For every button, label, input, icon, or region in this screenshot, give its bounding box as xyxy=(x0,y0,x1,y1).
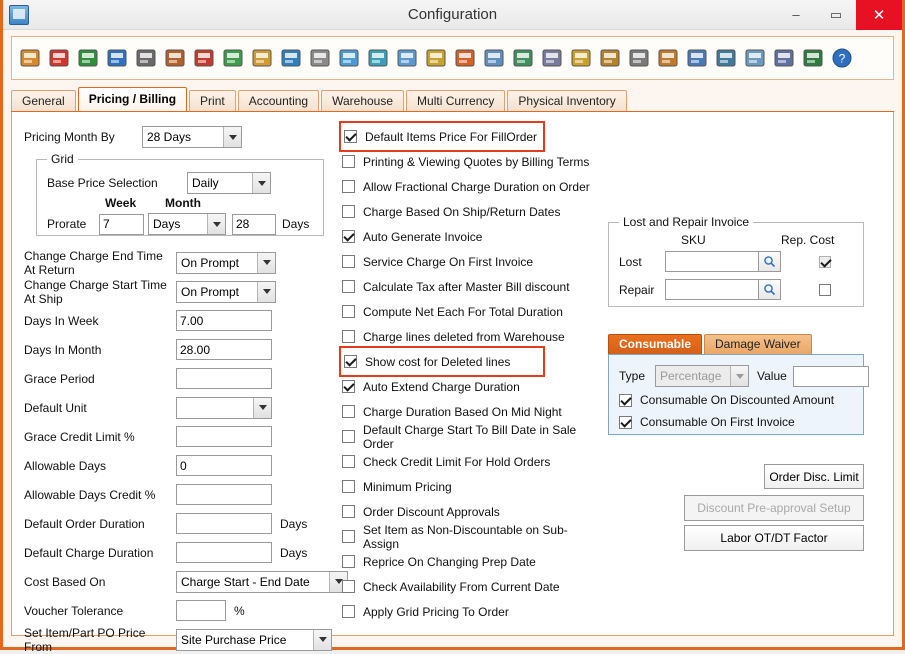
checkbox-set-item-as-non-discountable-on-sub-assign[interactable] xyxy=(342,524,597,549)
checkbox-box[interactable] xyxy=(344,355,357,368)
chevron-down-icon[interactable] xyxy=(257,253,275,273)
checkbox-service-charge-on-first-invoice[interactable] xyxy=(342,249,597,274)
gear-icon[interactable] xyxy=(625,43,653,73)
checkbox-label: Order Discount Approvals xyxy=(363,504,500,519)
calendar-red-icon[interactable] xyxy=(190,43,218,73)
checkbox-box[interactable] xyxy=(342,580,355,593)
document-icon[interactable] xyxy=(306,43,334,73)
checkbox-label: Check Availability From Current Date xyxy=(363,579,560,594)
button-labor-ot-dt-factor[interactable]: Labor OT/DT Factor xyxy=(684,525,864,551)
consumable-type-value: Percentage xyxy=(660,369,722,383)
lost-repair-row-repair xyxy=(619,279,839,300)
checkbox-box[interactable] xyxy=(342,405,355,418)
book-icon[interactable] xyxy=(161,43,189,73)
consumable-checkbox-consumable-on-first-invoice[interactable] xyxy=(619,411,834,433)
checkbox-label: Apply Grid Pricing To Order xyxy=(363,604,509,619)
checkbox-box[interactable] xyxy=(342,155,355,168)
set-item-part-po-price-from-combo[interactable] xyxy=(176,629,332,651)
prorate-week-unit-value: Days xyxy=(153,217,181,231)
pricing-billing-panel xyxy=(11,112,894,654)
checkbox-label: Default Charge Start To Bill Date in Sale Order xyxy=(363,422,577,451)
checkbox-check-credit-limit-for-hold-orders[interactable] xyxy=(342,449,597,474)
allowable-days-credit-input[interactable] xyxy=(176,484,272,505)
cost-based-on-label: Cost Based On xyxy=(24,574,106,589)
prorate-week-unit-combo[interactable] xyxy=(148,213,226,235)
checkbox-auto-generate-invoice[interactable] xyxy=(342,224,597,249)
checkbox-calculate-tax-after-master-bill-discount[interactable] xyxy=(342,274,597,299)
change-charge-start-time-at-ship-combo[interactable] xyxy=(176,281,276,303)
lost-repair-invoice-group xyxy=(608,215,864,307)
page-list-icon[interactable] xyxy=(538,43,566,73)
paint-bucket-icon[interactable] xyxy=(364,43,392,73)
report-icon[interactable] xyxy=(480,43,508,73)
chevron-down-icon[interactable] xyxy=(257,282,275,302)
checkbox-compute-net-each-for-total-duration[interactable] xyxy=(342,299,597,324)
checkbox-label: Charge Based On Ship/Return Dates xyxy=(363,204,561,219)
checkbox-box[interactable] xyxy=(342,605,355,618)
change-charge-end-time-at-return-label: Change Charge End Time At Return xyxy=(24,248,163,277)
svg-text:?: ? xyxy=(838,51,846,66)
checkbox-label: Printing & Viewing Quotes by Billing Terms xyxy=(363,154,590,169)
search-icon[interactable] xyxy=(759,251,781,272)
checkbox-charge-based-on-ship-return-dates[interactable] xyxy=(342,199,597,224)
chevron-down-icon[interactable] xyxy=(223,127,241,147)
consumable-panel-tabs xyxy=(608,334,814,354)
tab-accounting[interactable]: Accounting xyxy=(238,90,319,111)
no-entry-icon[interactable] xyxy=(45,43,73,73)
card-icon[interactable] xyxy=(451,43,479,73)
sku-header: SKU xyxy=(681,233,706,247)
cart-icon[interactable] xyxy=(567,43,595,73)
window-title: Configuration xyxy=(407,6,498,23)
grace-period-input[interactable] xyxy=(176,368,272,389)
default-order-duration-suffix: Days xyxy=(280,516,308,531)
grace-period-label: Grace Period xyxy=(24,371,95,386)
base-price-selection-value: Daily xyxy=(192,176,219,190)
chart-icon[interactable] xyxy=(683,43,711,73)
pricing-month-by-value: 28 Days xyxy=(147,130,192,144)
change-charge-start-time-at-ship-label: Change Charge Start Time At Ship xyxy=(24,277,167,306)
checkbox-label: Consumable On Discounted Amount xyxy=(640,393,835,407)
checkbox-label: Allow Fractional Charge Duration on Order xyxy=(363,179,590,194)
tab-print[interactable]: Print xyxy=(189,90,236,111)
grace-credit-limit-input[interactable] xyxy=(176,426,272,447)
consumable-panel-body xyxy=(608,354,864,435)
checkbox-box[interactable] xyxy=(342,505,355,518)
pricing-month-by-combo[interactable] xyxy=(142,126,242,148)
prorate-month-input[interactable] xyxy=(232,214,276,235)
days-in-month-input[interactable] xyxy=(176,339,272,360)
voucher-tolerance-input[interactable] xyxy=(176,600,226,621)
consumable-value-label: Value xyxy=(757,369,787,383)
allowable-days-credit-label: Allowable Days Credit % xyxy=(24,487,156,502)
voucher-tolerance-suffix: % xyxy=(234,603,245,618)
checkbox-charge-lines-deleted-from-warehouse[interactable] xyxy=(342,324,597,349)
checkbox-column xyxy=(342,124,597,624)
checkbox-label: Auto Generate Invoice xyxy=(363,229,483,244)
checkbox-box[interactable] xyxy=(342,555,355,568)
lost-label: Lost xyxy=(619,254,642,269)
edit-icon[interactable] xyxy=(132,43,160,73)
calendar-green-icon[interactable] xyxy=(219,43,247,73)
set-item-part-po-price-from-value: Site Purchase Price xyxy=(181,632,287,647)
checkbox-label: Minimum Pricing xyxy=(363,479,452,494)
checkbox-label: Default Items Price For FillOrder xyxy=(365,129,538,144)
close-button[interactable]: ✕ xyxy=(856,0,902,30)
base-price-selection-label: Base Price Selection xyxy=(47,176,158,190)
default-charge-duration-suffix: Days xyxy=(280,545,308,560)
checkbox-box[interactable] xyxy=(342,330,355,343)
checkbox-label: Auto Extend Charge Duration xyxy=(363,379,520,394)
tab-warehouse[interactable]: Warehouse xyxy=(321,90,404,111)
checkbox-reprice-on-changing-prep-date[interactable] xyxy=(342,549,597,574)
checkbox-label: Service Charge On First Invoice xyxy=(363,254,534,269)
palette-icon[interactable] xyxy=(335,43,363,73)
checkbox-box[interactable] xyxy=(342,430,355,443)
repair-rep-cost-checkbox[interactable] xyxy=(819,284,831,296)
checkbox-apply-grid-pricing-to-order[interactable] xyxy=(342,599,597,624)
pricing-month-by-label: Pricing Month By xyxy=(24,130,115,144)
checkbox-charge-duration-based-on-mid-night[interactable] xyxy=(342,399,597,424)
minimize-button[interactable]: – xyxy=(792,7,800,22)
checkbox-label: Consumable On First Invoice xyxy=(640,415,795,429)
button-discount-pre-approval-setup: Discount Pre-approval Setup xyxy=(684,495,864,521)
chevron-down-icon[interactable] xyxy=(313,630,331,650)
search-doc-icon[interactable] xyxy=(393,43,421,73)
cart-add-icon[interactable] xyxy=(596,43,624,73)
page-add-icon[interactable] xyxy=(509,43,537,73)
consumable-type-combo[interactable] xyxy=(655,365,749,387)
checkbox-box[interactable] xyxy=(342,255,355,268)
excel-icon[interactable] xyxy=(799,43,827,73)
checkbox-auto-extend-charge-duration[interactable] xyxy=(342,374,597,399)
grid-group xyxy=(36,152,324,236)
tab-pricing-billing[interactable]: Pricing / Billing xyxy=(78,87,187,111)
button-order-disc-limit[interactable]: Order Disc. Limit xyxy=(764,464,864,489)
note-icon[interactable] xyxy=(248,43,276,73)
tab-physical-inventory[interactable]: Physical Inventory xyxy=(507,90,626,111)
chevron-down-icon[interactable] xyxy=(253,398,271,418)
checkbox-default-items-price-for-fillorder[interactable] xyxy=(342,124,542,149)
tab-bar xyxy=(11,88,894,112)
rep-cost-header: Rep. Cost xyxy=(781,233,835,247)
box-icon[interactable] xyxy=(654,43,682,73)
consumable-type-label: Type xyxy=(619,369,646,383)
checkbox-label: Reprice On Changing Prep Date xyxy=(363,554,536,569)
checkbox-printing-viewing-quotes-by-billing-terms[interactable] xyxy=(342,149,597,174)
export-icon[interactable] xyxy=(770,43,798,73)
prorate-month-unit-label: Days xyxy=(282,217,310,231)
cost-based-on-value: Charge Start - End Date xyxy=(181,574,310,589)
checkbox-box[interactable] xyxy=(342,455,355,468)
checkbox-box[interactable] xyxy=(619,394,632,407)
change-charge-end-time-at-return-value: On Prompt xyxy=(181,255,240,270)
repair-sku-input[interactable] xyxy=(665,279,759,300)
checkbox-box[interactable] xyxy=(342,530,355,543)
panel-icon[interactable] xyxy=(741,43,769,73)
checkbox-label: Show cost for Deleted lines xyxy=(365,354,511,369)
consumable-value-input[interactable] xyxy=(793,366,869,387)
change-charge-start-time-at-ship-value: On Prompt xyxy=(181,284,240,299)
tag-icon[interactable] xyxy=(422,43,450,73)
barcode-icon[interactable] xyxy=(103,43,131,73)
cost-based-on-combo[interactable] xyxy=(176,571,348,593)
default-order-duration-label: Default Order Duration xyxy=(24,516,145,531)
week-header: Week xyxy=(105,196,137,210)
checkbox-box[interactable] xyxy=(342,305,355,318)
money-icon[interactable] xyxy=(74,43,102,73)
checkbox-box[interactable] xyxy=(342,230,355,243)
save-icon[interactable] xyxy=(16,43,44,73)
lost-sku-input[interactable] xyxy=(665,251,759,272)
chevron-down-icon[interactable] xyxy=(730,366,748,386)
checkbox-box[interactable] xyxy=(344,130,357,143)
chevron-down-icon[interactable] xyxy=(207,214,225,234)
maximize-button[interactable]: ▭ xyxy=(829,6,843,22)
tab-general[interactable]: General xyxy=(11,90,76,111)
checkbox-label: Check Credit Limit For Hold Orders xyxy=(363,454,551,469)
allowable-days-label: Allowable Days xyxy=(24,458,107,473)
toolbar xyxy=(11,36,894,80)
checkbox-box[interactable] xyxy=(342,280,355,293)
title-bar xyxy=(3,0,902,30)
checkbox-label: Charge lines deleted from Warehouse xyxy=(363,329,565,344)
grid-group-legend: Grid xyxy=(47,152,78,166)
grace-credit-limit-label: Grace Credit Limit % xyxy=(24,429,135,444)
search-icon[interactable] xyxy=(759,279,781,300)
checkbox-label: Charge Duration Based On Mid Night xyxy=(363,404,562,419)
checkbox-minimum-pricing[interactable] xyxy=(342,474,597,499)
checkbox-box[interactable] xyxy=(342,205,355,218)
checkbox-order-discount-approvals[interactable] xyxy=(342,499,597,524)
prorate-label: Prorate xyxy=(47,217,87,231)
lost-repair-legend: Lost and Repair Invoice xyxy=(619,215,753,229)
allowable-days-input[interactable] xyxy=(176,455,272,476)
person-chart-icon[interactable] xyxy=(712,43,740,73)
chevron-down-icon[interactable] xyxy=(252,173,270,193)
set-item-part-po-price-from-label: Set Item/Part PO Price From xyxy=(24,625,146,654)
lost-repair-row-lost xyxy=(619,251,839,272)
checkbox-default-charge-start-to-bill-date-in-sale-order[interactable] xyxy=(342,424,597,449)
default-charge-duration-input[interactable] xyxy=(176,542,272,563)
base-price-selection-combo[interactable] xyxy=(187,172,271,194)
default-unit-label: Default Unit xyxy=(24,400,87,415)
checkbox-check-availability-from-current-date[interactable] xyxy=(342,574,597,599)
link-icon[interactable] xyxy=(277,43,305,73)
checkbox-label: Set Item as Non-Discountable on Sub-Assign xyxy=(363,522,568,551)
default-charge-duration-label: Default Charge Duration xyxy=(24,545,154,560)
days-in-week-label: Days In Week xyxy=(24,313,99,328)
default-unit-combo[interactable] xyxy=(176,397,272,419)
prorate-week-input[interactable] xyxy=(99,214,144,235)
checkbox-allow-fractional-charge-duration-on-order[interactable] xyxy=(342,174,597,199)
checkbox-box[interactable] xyxy=(342,180,355,193)
checkbox-label: Calculate Tax after Master Bill discount xyxy=(363,279,570,294)
voucher-tolerance-label: Voucher Tolerance xyxy=(24,603,124,618)
month-header: Month xyxy=(165,196,201,210)
checkbox-box[interactable] xyxy=(342,380,355,393)
repair-label: Repair xyxy=(619,282,655,297)
help-icon[interactable] xyxy=(828,43,856,73)
checkbox-label: Compute Net Each For Total Duration xyxy=(363,304,563,319)
consumable-checkbox-consumable-on-discounted-amount[interactable] xyxy=(619,389,834,411)
checkbox-box[interactable] xyxy=(619,416,632,429)
panel-tab-consumable[interactable]: Consumable xyxy=(608,334,702,354)
checkbox-show-cost-for-deleted-lines[interactable] xyxy=(342,349,542,374)
default-order-duration-input[interactable] xyxy=(176,513,272,534)
change-charge-end-time-at-return-combo[interactable] xyxy=(176,252,276,274)
lost-rep-cost-checkbox[interactable] xyxy=(819,256,831,268)
tab-multi-currency[interactable]: Multi Currency xyxy=(406,90,505,111)
checkbox-box[interactable] xyxy=(342,480,355,493)
days-in-week-input[interactable] xyxy=(176,310,272,331)
panel-tab-damage-waiver[interactable]: Damage Waiver xyxy=(704,334,812,354)
days-in-month-label: Days In Month xyxy=(24,342,102,357)
